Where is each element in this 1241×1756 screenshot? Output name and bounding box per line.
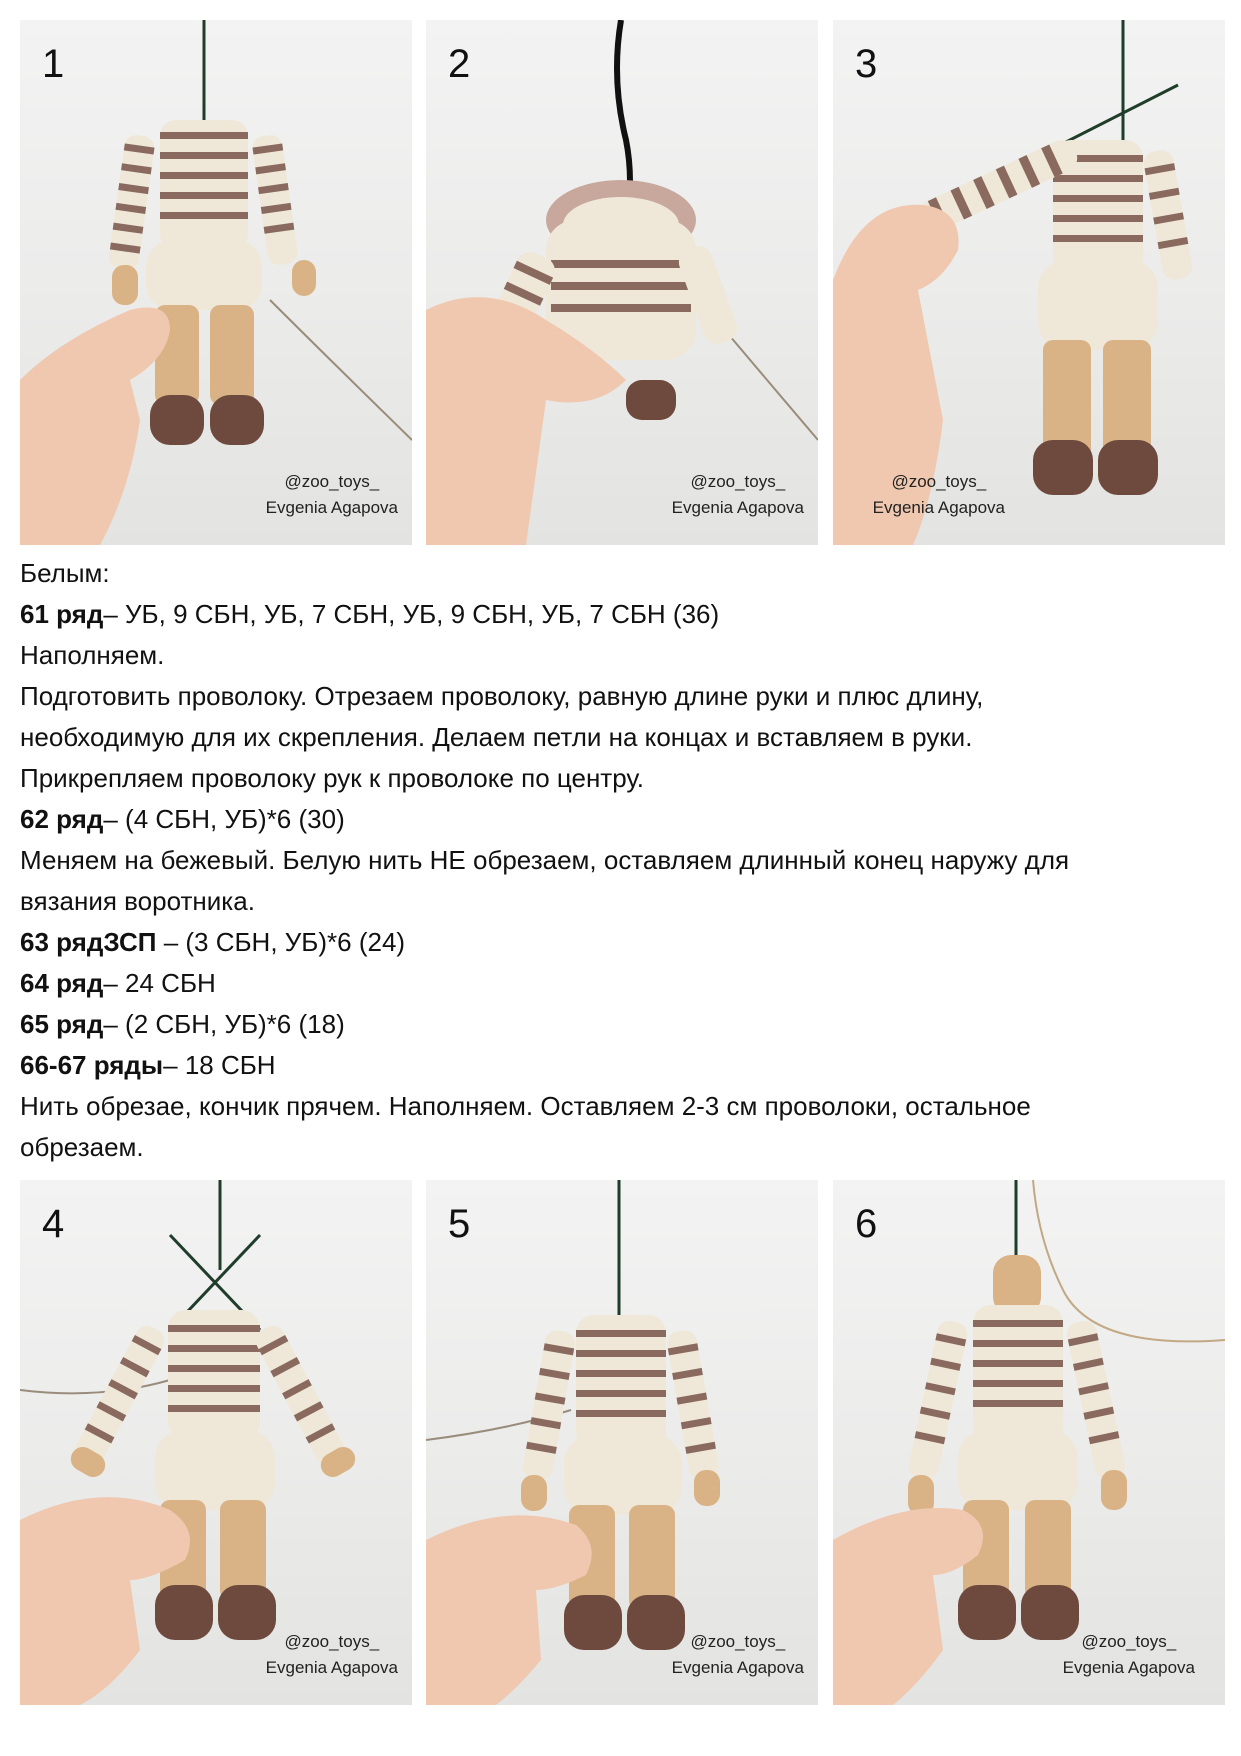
watermark	[266, 1629, 398, 1681]
row-text: – (3 СБН, УБ)*6 (24)	[156, 927, 406, 957]
step-photo-2	[426, 20, 818, 545]
row-text: – (2 СБН, УБ)*6 (18)	[103, 1009, 345, 1039]
pattern-instructions	[20, 553, 1220, 1168]
step-photo-1	[20, 20, 412, 545]
row-61	[20, 594, 1220, 635]
watermark-handle: @zoo_toys_	[891, 472, 987, 491]
watermark	[672, 1629, 804, 1681]
row-label: 64 ряд	[20, 968, 104, 998]
doll-photo-image	[20, 1180, 412, 1705]
watermark-author: Evgenia Agapova	[265, 498, 398, 517]
instruction-line: Нить обрезае, кончик прячем. Наполняем. Оставляем 2-3 см проволоки, остальное	[20, 1091, 1031, 1121]
watermark-author: Evgenia Agapova	[671, 1658, 804, 1677]
instruction-line: необходимую для их скрепления. Делаем петли на концах и вставляем в руки.	[20, 722, 973, 752]
step-photo-3	[833, 20, 1225, 545]
instruction-line: Подготовить проволоку. Отрезаем проволоку, равную длине руки и плюс длину,	[20, 681, 984, 711]
row-text: – 18 СБН	[163, 1050, 276, 1080]
instruction-line: Белым:	[20, 558, 110, 588]
row-label: 66-67 ряды	[20, 1050, 164, 1080]
instruction-line: обрезаем.	[20, 1132, 144, 1162]
step-photo-4	[20, 1180, 412, 1705]
step-number: 5	[448, 1202, 471, 1246]
doll-photo-image	[833, 20, 1225, 545]
doll-photo-image	[20, 20, 412, 545]
row-label: 61 ряд	[20, 599, 104, 629]
doll-photo-image	[833, 1180, 1225, 1705]
step-number: 4	[42, 1202, 65, 1246]
step-number: 1	[42, 42, 65, 86]
watermark-author: Evgenia Agapova	[671, 498, 804, 517]
row-text: – УБ, 9 СБН, УБ, 7 СБН, УБ, 9 СБН, УБ, 7 СБН (36)	[103, 599, 720, 629]
step-number: 6	[855, 1202, 878, 1246]
row-label: 62 ряд	[20, 804, 104, 834]
step-photo-6	[833, 1180, 1225, 1705]
row-label: 63 рядЗСП	[20, 927, 157, 957]
watermark-handle: @zoo_toys_	[284, 1632, 380, 1651]
watermark-handle: @zoo_toys_	[284, 472, 380, 491]
step-number: 3	[855, 42, 878, 86]
watermark	[266, 469, 398, 521]
row-text: – 24 СБН	[103, 968, 216, 998]
watermark	[1063, 1629, 1195, 1681]
row-label: 65 ряд	[20, 1009, 104, 1039]
step-photo-5	[426, 1180, 818, 1705]
instruction-line: Наполняем.	[20, 640, 165, 670]
watermark-handle: @zoo_toys_	[690, 1632, 786, 1651]
instruction-line: вязания воротника.	[20, 886, 255, 916]
watermark-handle: @zoo_toys_	[1081, 1632, 1177, 1651]
row-62	[20, 799, 1220, 840]
row-63	[20, 922, 1220, 963]
row-65	[20, 1004, 1220, 1045]
watermark-handle: @zoo_toys_	[690, 472, 786, 491]
row-64	[20, 963, 1220, 1004]
watermark	[672, 469, 804, 521]
watermark	[873, 469, 1005, 521]
watermark-author: Evgenia Agapova	[265, 1658, 398, 1677]
row-66-67	[20, 1045, 1220, 1086]
doll-photo-image	[426, 1180, 818, 1705]
instruction-line: Прикрепляем проволоку рук к проволоке по центру.	[20, 763, 644, 793]
doll-photo-image	[426, 20, 818, 545]
row-text: – (4 СБН, УБ)*6 (30)	[103, 804, 345, 834]
watermark-author: Evgenia Agapova	[1062, 1658, 1195, 1677]
step-number: 2	[448, 42, 471, 86]
instruction-line: Меняем на бежевый. Белую нить НЕ обрезаем, оставляем длинный конец наружу для	[20, 845, 1070, 875]
watermark-author: Evgenia Agapova	[872, 498, 1005, 517]
